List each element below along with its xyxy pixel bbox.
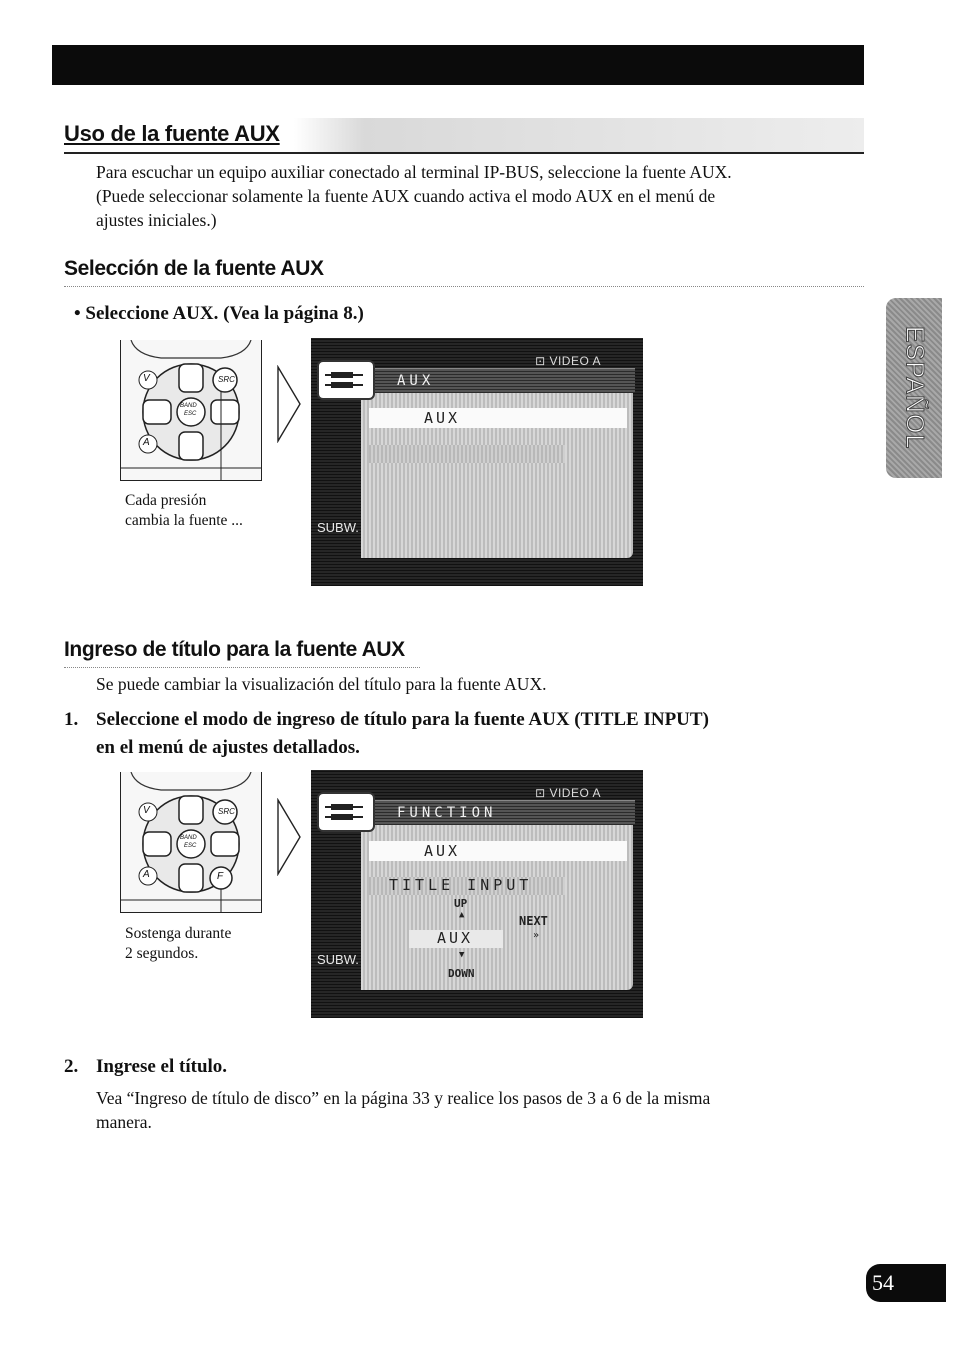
triangle-up-icon: ▲ — [459, 910, 465, 920]
arrow-right-icon — [276, 365, 302, 443]
heading-seleccion: Selección de la fuente AUX — [64, 257, 324, 280]
screen-title: FUNCTION — [397, 805, 497, 821]
f-label: F — [217, 871, 224, 882]
remote-illustration — [120, 772, 262, 913]
screen-display-function — [311, 770, 643, 1018]
screen-subw-label: SUBW. — [317, 520, 359, 535]
screen-titlebar — [373, 368, 635, 393]
bullet-step — [74, 300, 364, 328]
screen-subw-label: SUBW. — [317, 952, 359, 967]
screen-row-empty — [369, 445, 565, 463]
screen-title: AUX — [397, 373, 435, 389]
up-label: UP — [454, 897, 468, 910]
step-2-text: Ingrese el título. — [96, 1056, 228, 1077]
caption-remote-2 — [125, 924, 231, 964]
screen-row-aux — [369, 841, 627, 861]
step-2-line: Vea “Ingreso de título de disco” en la página 33 y realice los pasos de 3 a 6 de la misma — [96, 1088, 711, 1108]
caption-line: cambia la fuente ... — [125, 512, 243, 529]
triangle-down-icon: ▼ — [459, 950, 465, 960]
step-1-line: en el menú de ajustes detallados. — [96, 737, 360, 758]
aux-source-icon — [317, 792, 375, 832]
heading-rule — [64, 286, 864, 287]
step-2-line: manera. — [96, 1112, 152, 1132]
row-text: AUX — [424, 842, 461, 860]
remote-buttons-icon — [121, 772, 261, 912]
aux-text: AUX — [437, 929, 474, 947]
aux-source-icon — [317, 360, 375, 400]
ingreso-intro: Se puede cambiar la visualización del título para la fuente AUX. — [96, 674, 547, 694]
heading-rule — [64, 667, 420, 668]
down-label: DOWN — [448, 967, 475, 980]
header-bar — [52, 45, 864, 85]
remote-buttons-icon — [121, 340, 261, 480]
remote-illustration — [120, 340, 262, 481]
side-tab-label: ESPAÑOL — [900, 326, 929, 450]
next-label: NEXT — [519, 914, 548, 928]
video-text: VIDEO A — [549, 786, 601, 800]
row-text: AUX — [424, 409, 461, 427]
bullet-text: Seleccione AUX. (Vea la página 8.) — [85, 303, 364, 324]
v-label: V — [143, 373, 150, 384]
double-arrow-right-icon: » — [533, 930, 540, 941]
screen-titlebar — [373, 800, 635, 825]
src-label: SRC — [218, 375, 235, 384]
step-1-number: 1. — [64, 709, 79, 730]
a-label: A — [143, 869, 150, 880]
band-label: BAND — [180, 835, 197, 841]
esc-label: ESC — [184, 411, 197, 417]
intro-line: (Puede seleccionar solamente la fuente AUX cuando activa el modo AUX en el menú de — [96, 186, 716, 206]
page-number: 54 — [866, 1264, 946, 1302]
a-label: A — [143, 437, 150, 448]
intro-line: ajustes iniciales.) — [96, 210, 217, 230]
aux-selected-row — [409, 930, 503, 948]
esc-label: ESC — [184, 843, 197, 849]
src-label: SRC — [218, 807, 235, 816]
step-2-number: 2. — [64, 1056, 79, 1077]
intro-paragraph — [96, 160, 732, 232]
language-side-tab — [886, 298, 942, 478]
video-text: VIDEO A — [549, 354, 601, 368]
screen-video-label: ⊡ VIDEO A — [535, 354, 601, 368]
caption-line: Cada presión — [125, 492, 207, 509]
v-label: V — [143, 805, 150, 816]
title-input-text: TITLE INPUT — [389, 876, 533, 894]
intro-line: Para escuchar un equipo auxiliar conectado al terminal IP-BUS, seleccione la fuente AUX. — [96, 162, 732, 182]
screen-video-label: ⊡ VIDEO A — [535, 786, 601, 800]
screen-row-title-input — [369, 877, 565, 895]
heading-ingreso: Ingreso de título para la fuente AUX — [64, 638, 405, 661]
section-title-bar — [64, 118, 864, 154]
arrow-right-icon — [276, 798, 302, 876]
screen-panel — [361, 376, 633, 558]
bullet-icon: • — [74, 303, 86, 324]
screen-row-aux — [369, 408, 627, 428]
caption-remote-1 — [125, 491, 243, 531]
screen-panel — [361, 808, 633, 990]
step-1-line: Seleccione el modo de ingreso de título para la fuente AUX (TITLE INPUT) — [96, 709, 709, 730]
caption-line: Sostenga durante — [125, 925, 232, 942]
caption-line: 2 segundos. — [125, 945, 199, 962]
step-2-paragraph — [96, 1086, 710, 1134]
band-label: BAND — [180, 403, 197, 409]
section-title: Uso de la fuente AUX — [64, 121, 280, 146]
screen-display-aux — [311, 338, 643, 586]
